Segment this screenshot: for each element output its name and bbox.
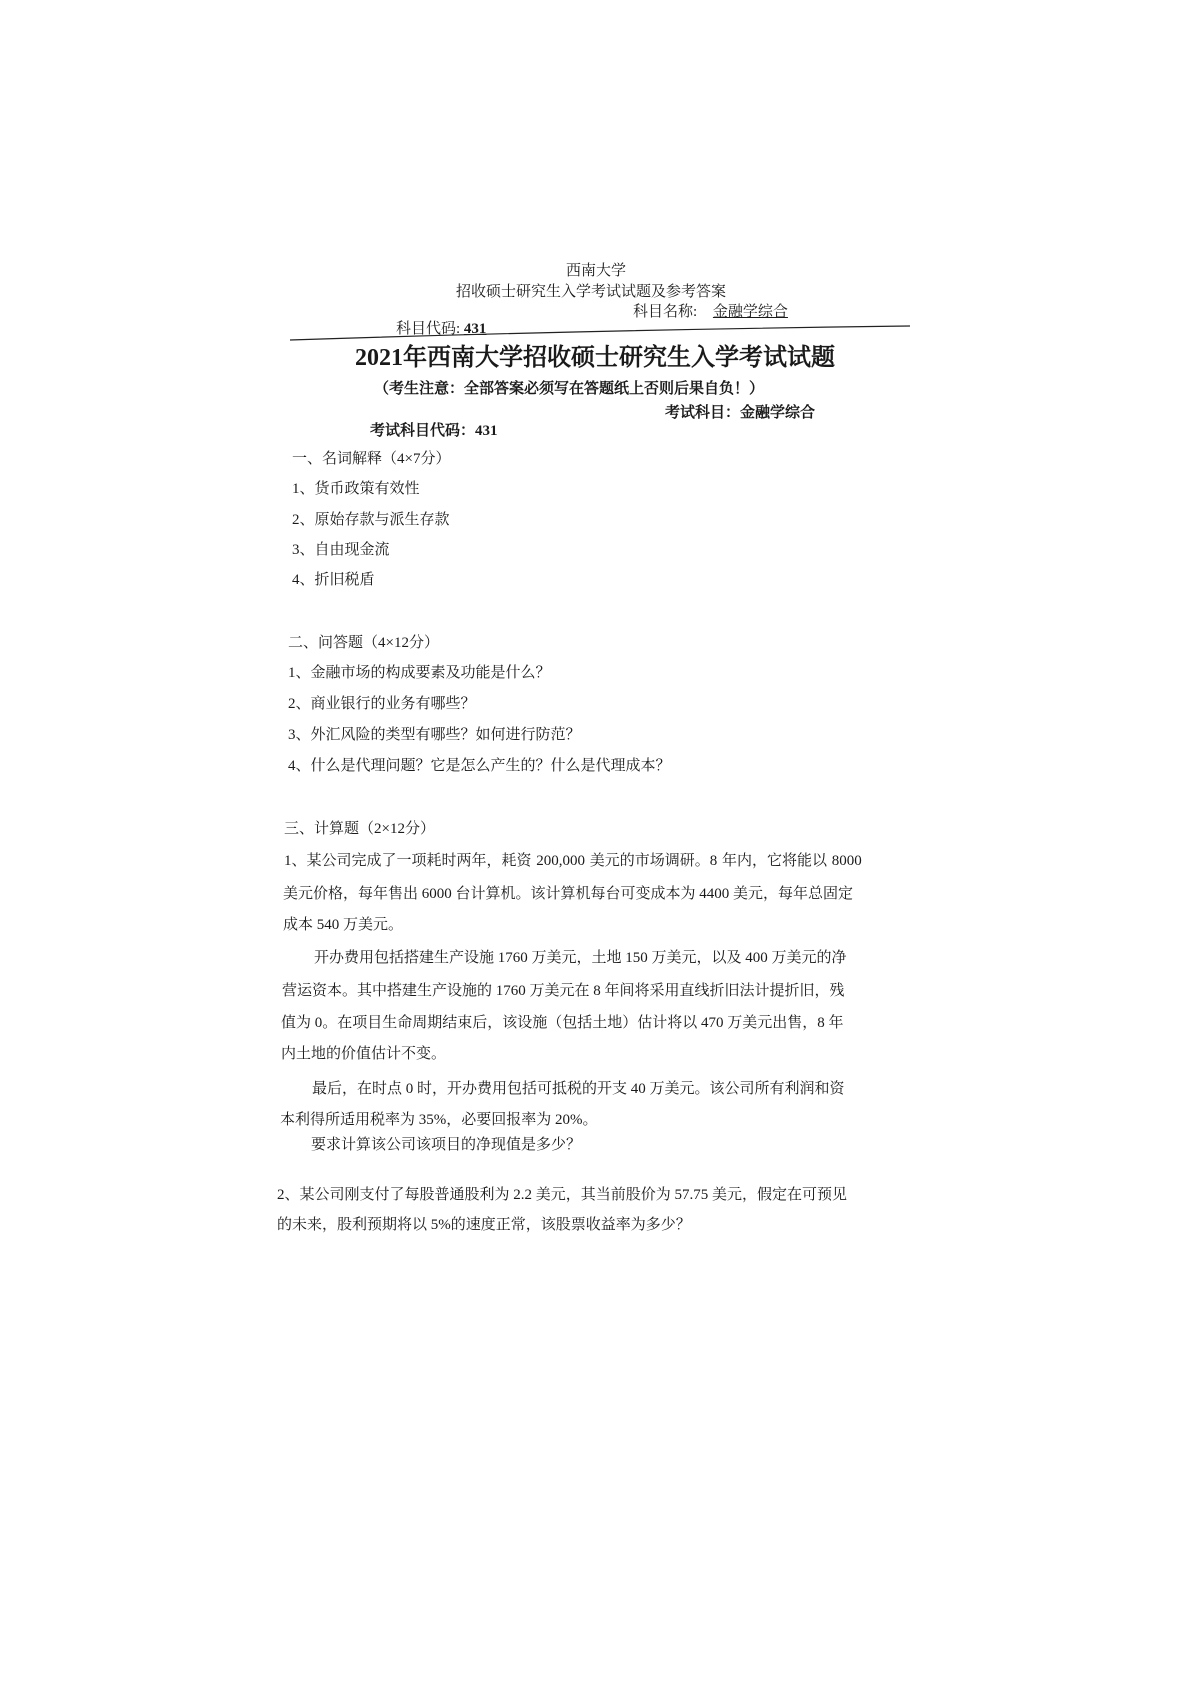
- page-title: 2021年西南大学招收硕士研究生入学考试试题: [355, 345, 835, 371]
- q1-line: 内土地的价值估计不变。: [281, 1046, 447, 1062]
- exam-code: 考试科目代码：431: [370, 423, 498, 439]
- q1-line: 值为 0。在项目生命周期结束后，该设施（包括土地）估计将以 470 万美元出售，8 年: [281, 1015, 844, 1031]
- subject-code-value: 431: [463, 321, 487, 337]
- q2-line: 2、某公司刚支付了每股普通股利为 2.2 美元，其当前股价为 57.75 美元，假定在可预见: [277, 1187, 848, 1203]
- section-1-item: 4、折旧税盾: [292, 572, 375, 588]
- q2-line: 的未来，股利预期将以 5%的速度正常，该股票收益率为多少？: [277, 1217, 691, 1233]
- header-university: 西南大学: [566, 263, 627, 279]
- exam-subject: 考试科目：金融学综合: [665, 405, 816, 421]
- section-1-item: 3、自由现金流: [292, 542, 390, 558]
- subject-name-value: 金融学综合: [712, 304, 788, 320]
- header-doc-type: 招收硕士研究生入学考试试题及参考答案: [456, 284, 727, 300]
- q1-line: 本利得所适用税率为 35%，必要回报率为 20%。: [280, 1112, 598, 1128]
- subject-code-label: 科目代码:: [396, 321, 461, 337]
- section-2-item: 1、金融市场的构成要素及功能是什么？: [288, 665, 551, 681]
- header-subject-name: [633, 303, 802, 321]
- notice: （考生注意：全部答案必须写在答题纸上否则后果自负！）: [374, 381, 765, 397]
- section-2-item: 3、外汇风险的类型有哪些？如何进行防范？: [288, 727, 581, 743]
- section-2-item: 4、什么是代理问题？它是怎么产生的？什么是代理成本？: [288, 758, 671, 774]
- section-1-item: 1、货币政策有效性: [292, 481, 420, 497]
- subject-name-label: 科目名称:: [633, 304, 698, 320]
- header-divider: [290, 322, 910, 346]
- q1-line: 最后，在时点 0 时，开办费用包括可抵税的开支 40 万美元。该公司所有利润和资: [312, 1081, 845, 1097]
- section-2-heading: 二、问答题（4×12分）: [288, 635, 439, 651]
- section-3-heading: 三、计算题（2×12分）: [284, 821, 435, 837]
- section-1-item: 2、原始存款与派生存款: [292, 512, 450, 528]
- q1-line: 1、某公司完成了一项耗时两年，耗资 200,000 美元的市场调研。8 年内，它将能以 8000: [284, 853, 862, 869]
- q1-line: 要求计算该公司该项目的净现值是多少？: [311, 1137, 582, 1153]
- q1-line: 营运资本。其中搭建生产设施的 1760 万美元在 8 年间将采用直线折旧法计提折旧，残: [282, 983, 845, 999]
- q1-line: 成本 540 万美元。: [283, 917, 404, 933]
- section-2-item: 2、商业银行的业务有哪些？: [288, 696, 476, 712]
- section-1-heading: 一、名词解释（4×7分）: [292, 451, 451, 467]
- q1-line: 开办费用包括搭建生产设施 1760 万美元，土地 150 万美元，以及 400 万美元的净: [314, 950, 847, 966]
- q1-line: 美元价格，每年售出 6000 台计算机。该计算机每台可变成本为 4400 美元，每年总固定: [283, 886, 854, 902]
